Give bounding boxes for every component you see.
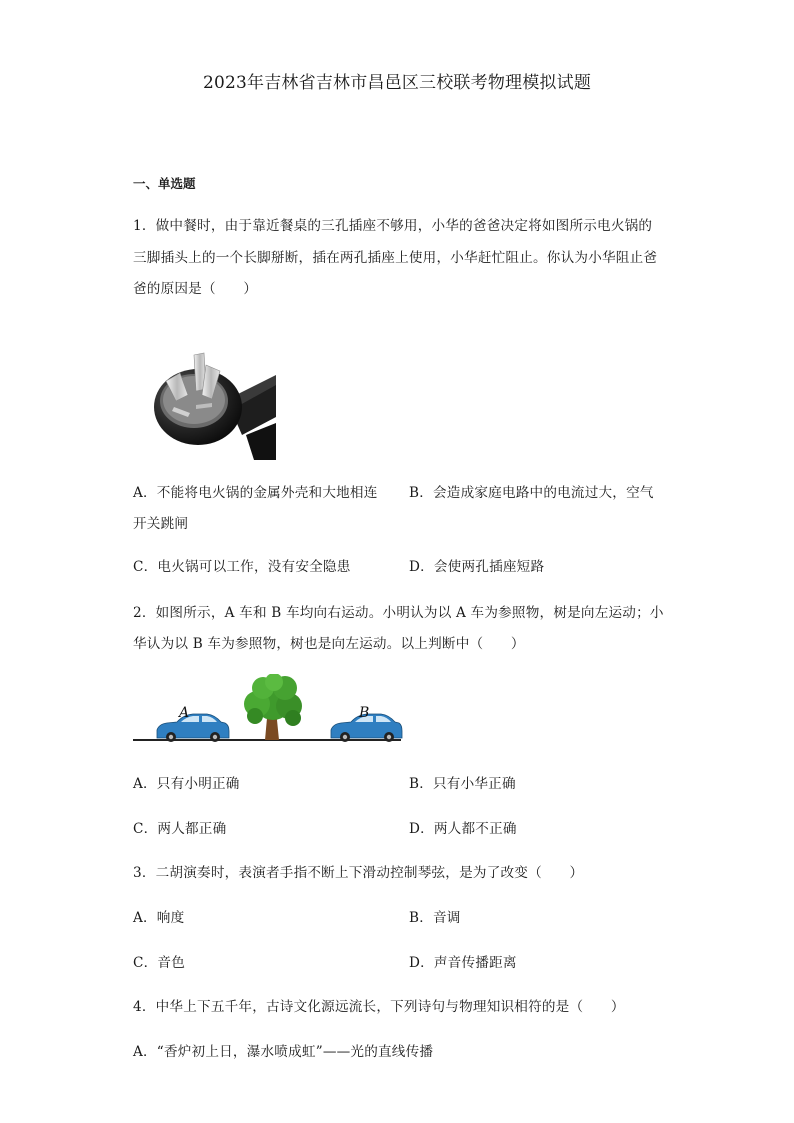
car-a xyxy=(157,714,229,742)
q2-option-a: A．只有小明正确 xyxy=(133,776,240,792)
q1-option-b: B．会造成家庭电路中的电流过大，空气 xyxy=(409,485,654,501)
q4-stem: 4．中华上下五千年，古诗文化源远流长，下列诗句与物理知识相符的是（ ） xyxy=(133,999,625,1015)
q1-option-a: A．不能将电火锅的金属外壳和大地相连 xyxy=(133,485,378,501)
tree xyxy=(244,674,302,740)
q3-stem: 3．二胡演奏时，表演者手指不断上下滑动控制琴弦，是为了改变（ ） xyxy=(133,865,584,881)
q1-stem-line-3: 爸的原因是（ ） xyxy=(133,281,258,297)
car-a-label: A xyxy=(179,705,190,721)
q3-option-c: C．音色 xyxy=(133,955,185,971)
three-pin-plug-figure xyxy=(150,345,276,460)
q3-option-d: D．声音传播距离 xyxy=(409,955,517,971)
car-b-label: B xyxy=(359,705,370,721)
q1-option-c: C．电火锅可以工作，没有安全隐患 xyxy=(133,559,351,575)
q2-stem-line-2: 华认为以 B 车为参照物，树也是向左运动。以上判断中（ ） xyxy=(133,636,525,652)
q2-option-b: B．只有小华正确 xyxy=(409,776,516,792)
q1-option-b-continued: 开关跳闸 xyxy=(133,516,189,532)
q4-option-a: A．“香炉初上日，瀑水喷成虹”——光的直线传播 xyxy=(133,1044,434,1060)
q1-stem-line-2: 三脚插头上的一个长脚掰断，插在两孔插座上使用，小华赶忙阻止。你认为小华阻止爸 xyxy=(133,250,658,266)
cars-and-tree-figure xyxy=(133,674,403,746)
q3-option-b: B．音调 xyxy=(409,910,461,926)
page-title: 2023年吉林省吉林市昌邑区三校联考物理模拟试题 xyxy=(202,73,592,93)
q3-option-a: A．响度 xyxy=(133,910,185,926)
q1-stem-line-1: 1．做中餐时，由于靠近餐桌的三孔插座不够用，小华的爸爸决定将如图所示电火锅的 xyxy=(133,218,653,234)
q2-stem-line-1: 2．如图所示，A 车和 B 车均向右运动。小明认为以 A 车为参照物，树是向左运动；小 xyxy=(133,605,664,621)
section-heading: 一、单选题 xyxy=(133,176,196,191)
q1-option-d: D．会使两孔插座短路 xyxy=(409,559,545,575)
q2-option-c: C．两人都正确 xyxy=(133,821,227,837)
q2-option-d: D．两人都不正确 xyxy=(409,821,517,837)
